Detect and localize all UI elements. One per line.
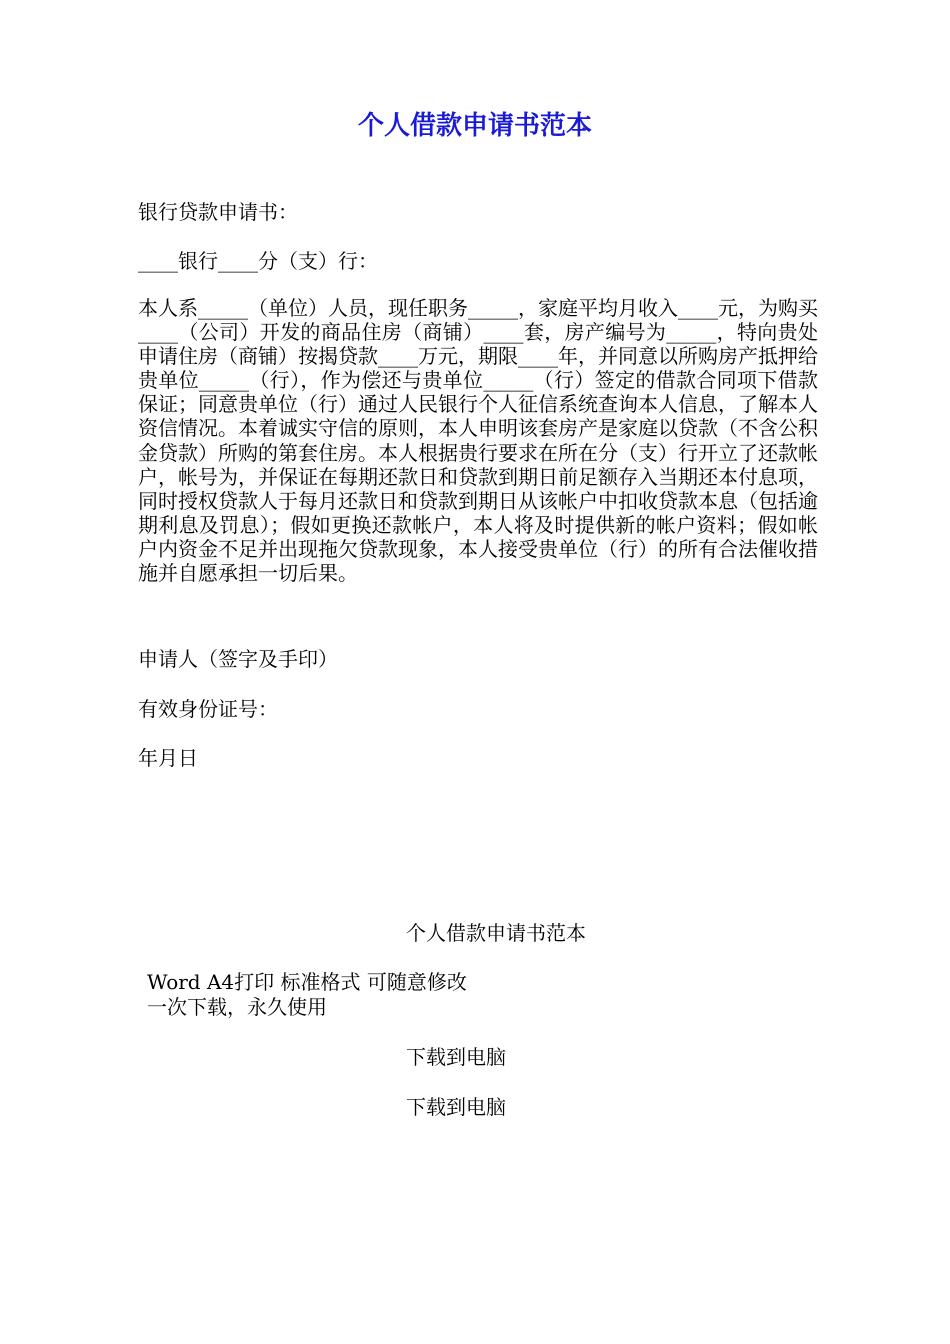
- addressee: ____银行____分（支）行：: [138, 249, 378, 273]
- footer-title: 个人借款申请书范本: [406, 921, 586, 945]
- date-line: 年月日: [138, 746, 198, 770]
- document-title: 个人借款申请书范本: [357, 111, 592, 141]
- footer-tags: Word A4打印 标准格式 可随意修改: [147, 970, 467, 994]
- id-number-line: 有效身份证号：: [138, 697, 278, 721]
- download-link-2[interactable]: 下载到电脑: [406, 1095, 506, 1119]
- salutation: 银行贷款申请书：: [138, 200, 298, 224]
- download-link-1[interactable]: 下载到电脑: [406, 1045, 506, 1069]
- footer-note: 一次下载，永久使用: [147, 995, 327, 1019]
- body-paragraph: 本人系_____（单位）人员，现任职务_____，家庭平均月收入____元，为购买____（公司）开发的商品住房（商铺）____套，房产编号为_____，特向贵处申请住房（商铺）按揭贷款____万元，期限____年，并同意以所购房产抵押给贵单位_____（行），作为偿还与贵单位_____（行）签定的借款合同项下借款保证；同意贵单位（行）通过人民银行个人征信系统查询本人信息，了解本人资信情况。本着诚实守信的原则，本人申明该套房产是家庭以贷款（不含公积金贷款）所购的第套住房。本人根据贵行要求在所在分（支）行开立了还款帐户，帐号为，并保证在每期还款日和贷款到期日前足额存入当期还本付息项，同时授权贷款人于每月还款日和贷款到期日从该帐户中扣收贷款本息（包括逾期利息及罚息）；假如更换还款帐户，本人将及时提供新的帐户资料；假如帐户内资金不足并出现拖欠贷款现象，本人接受贵单位（行）的所有合法催收措施并自愿承担一切后果。: [138, 296, 818, 586]
- applicant-signature-line: 申请人（签字及手印）: [138, 647, 338, 671]
